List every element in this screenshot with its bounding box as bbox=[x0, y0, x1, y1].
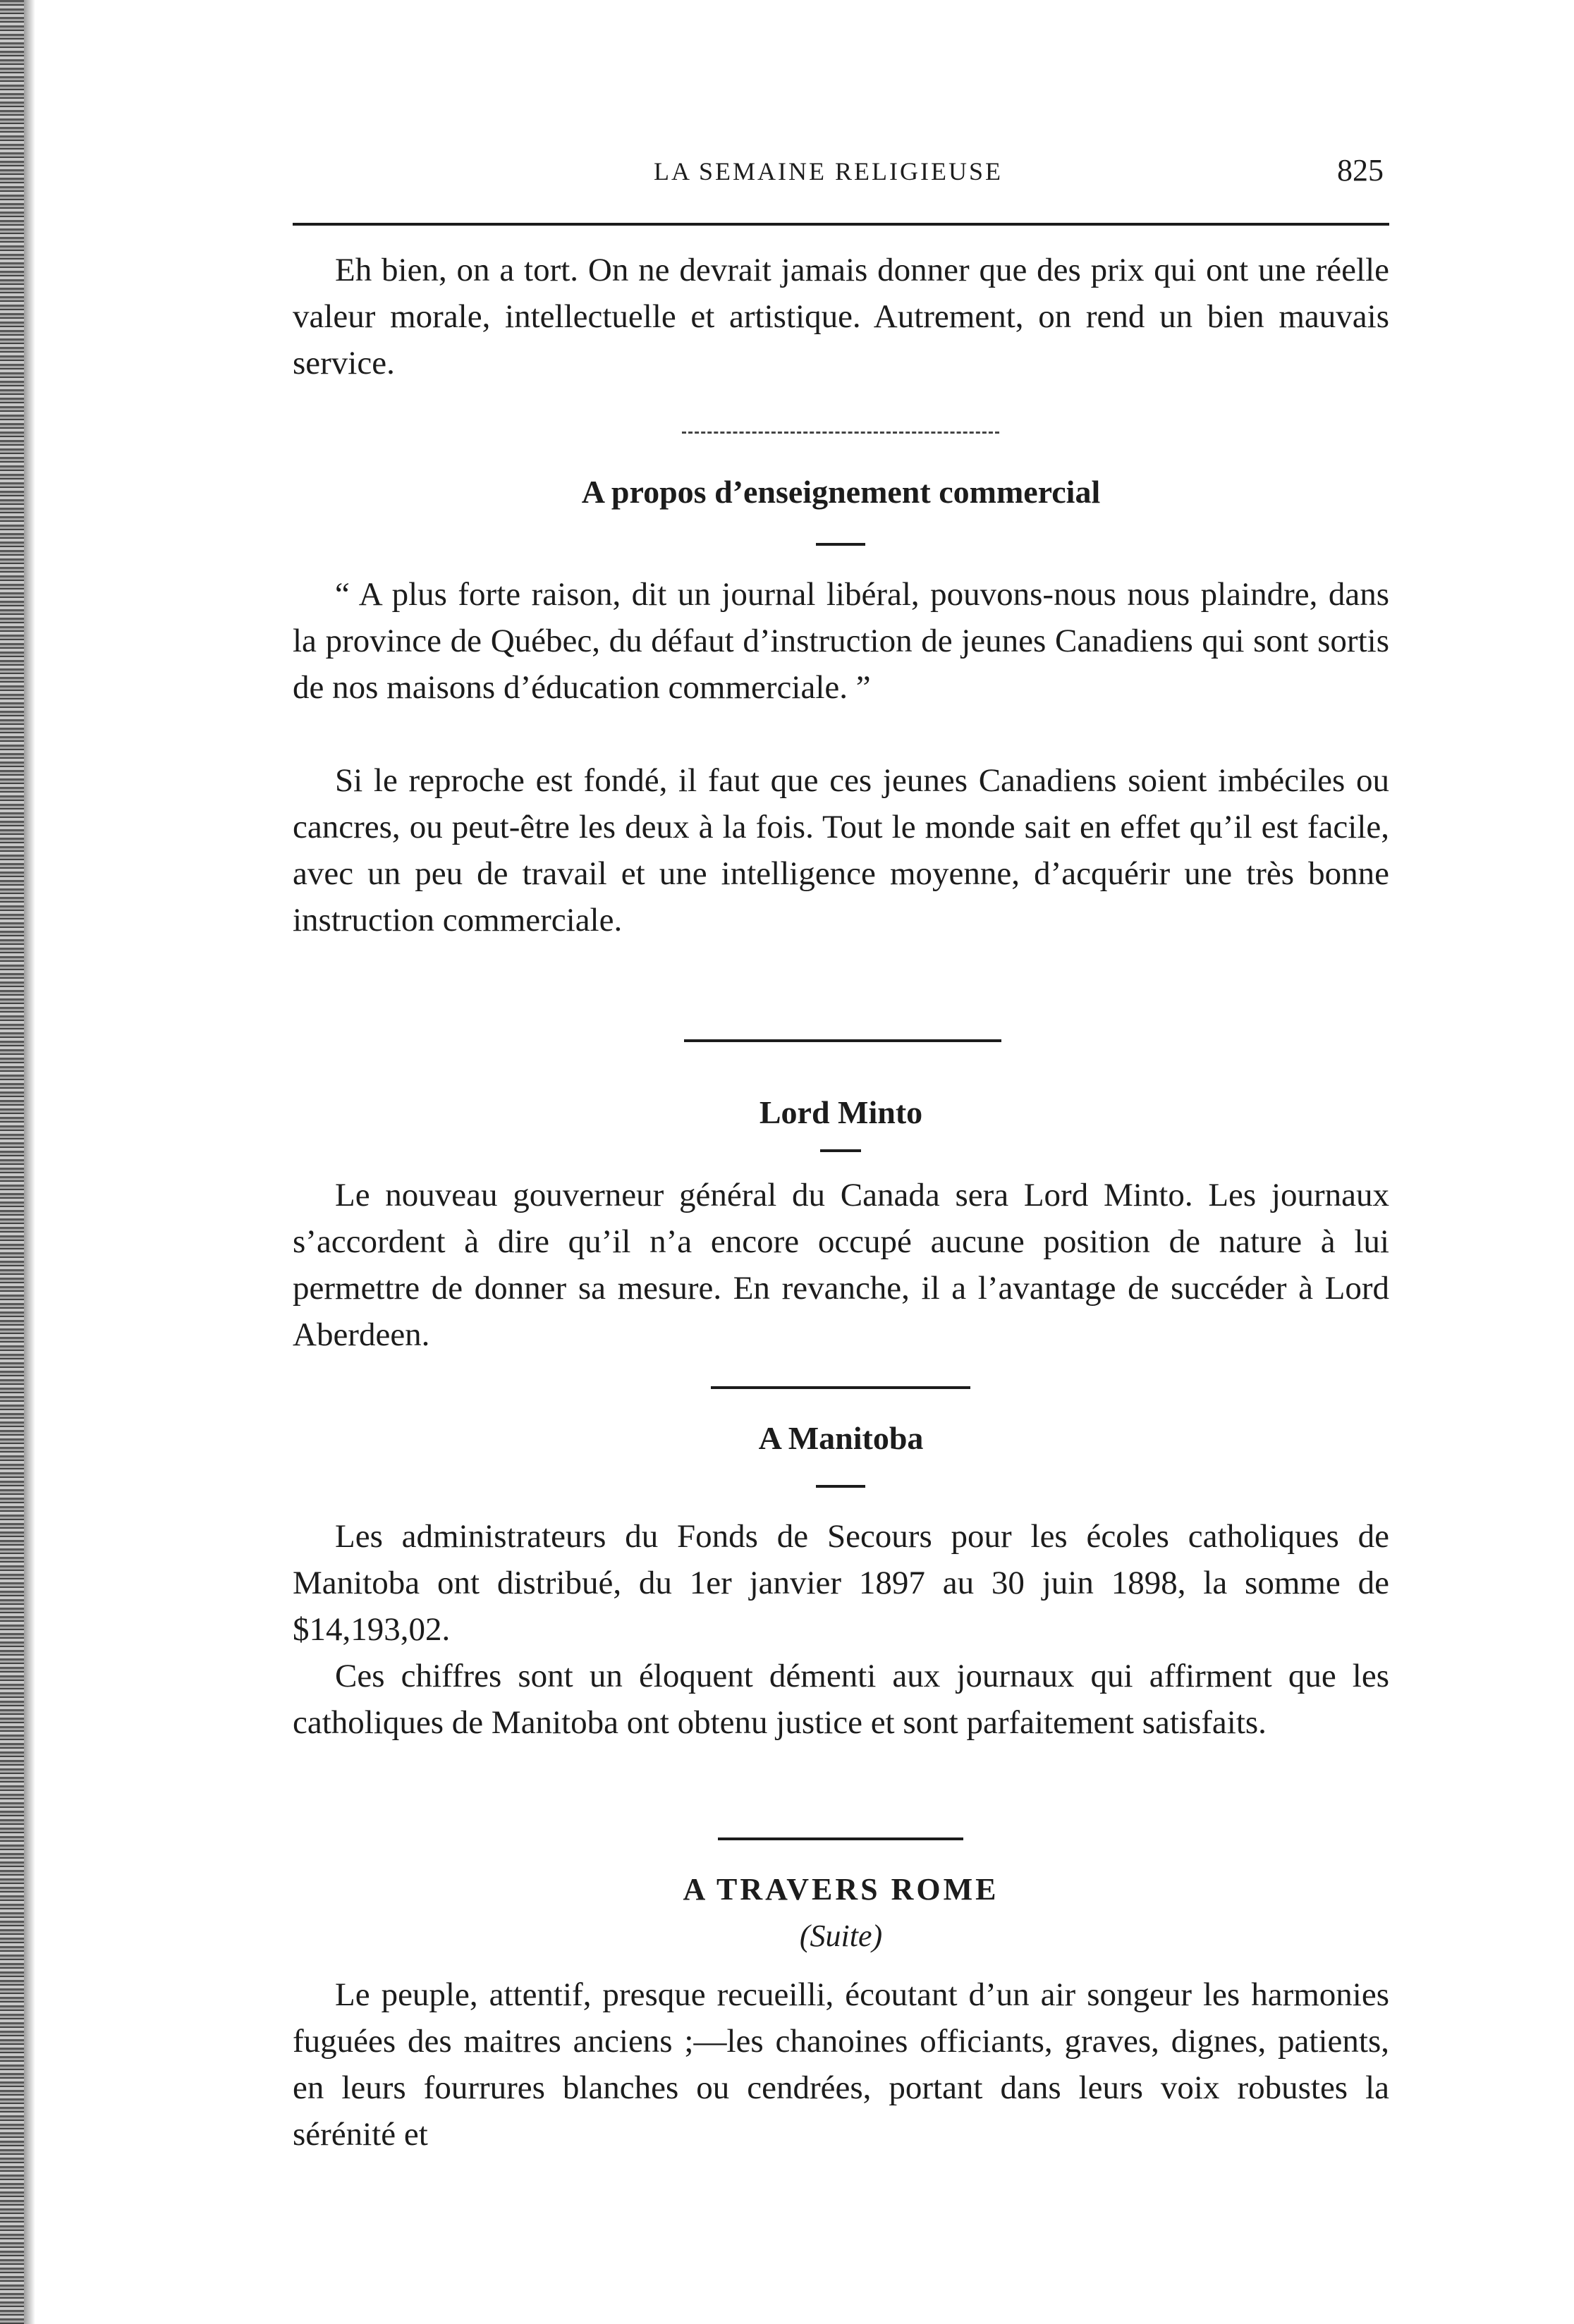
minto-paragraph: Le nouveau gouverneur général du Canada sera Lord Minto. Les journaux s’accordent à dire qu’il n’a encore occupé aucune position de nature à lui permettre de donner sa mesure. En revanche, il a l’avantage de succéder à Lord Aberdeen. bbox=[293, 1177, 1389, 1353]
running-title: LA SEMAINE RELIGIEUSE bbox=[654, 157, 1003, 185]
section-separator bbox=[711, 1386, 970, 1389]
manitoba-paragraph-2: Ces chiffres sont un éloquent démenti aux journaux qui affirment que les catholiques de Manitoba ont obtenu justice et sont parfaitement satisfaits. bbox=[293, 1658, 1389, 1741]
commercial-paragraph-1: “ A plus forte raison, dit un journal libéral, pouvons-nous nous plaindre, dans la province de Québec, du défaut d’instruction de jeunes Canadiens qui sont sortis de nos maisons d’éducation commerciale. ” bbox=[293, 576, 1389, 706]
header-rule bbox=[293, 223, 1389, 226]
section-separator bbox=[682, 432, 999, 434]
section-title-commercial: A propos d’enseignement commercial bbox=[581, 474, 1101, 510]
section-title-manitoba: A Manitoba bbox=[758, 1420, 924, 1456]
running-head bbox=[293, 153, 1389, 199]
section-separator bbox=[718, 1837, 963, 1840]
intro-paragraph: Eh bien, on a tort. On ne devrait jamais donner que des prix qui ont une réelle valeur morale, intellectuelle et artistique. Autrement, on rend un bien mauvais service. bbox=[293, 252, 1389, 381]
rome-paragraph: Le peuple, attentif, presque recueilli, écoutant d’un air songeur les harmonies fuguées des maitres anciens ;—les chanoines officiants, graves, dignes, patients, en leurs fourrures blanches ou cendrées, portant dans leurs voix robustes la sérénité et bbox=[293, 1976, 1389, 2153]
title-dash bbox=[816, 1485, 865, 1488]
title-dash bbox=[816, 543, 865, 546]
section-title-minto: Lord Minto bbox=[759, 1094, 923, 1130]
book-spine-edge bbox=[0, 0, 24, 2324]
section-title-rome: A TRAVERS ROME bbox=[683, 1872, 999, 1907]
section-subtitle-rome: (Suite) bbox=[799, 1919, 883, 1953]
manitoba-paragraph-1: Les administrateurs du Fonds de Secours pour les écoles catholiques de Manitoba ont distribué, du 1er janvier 1897 au 30 juin 1898, la somme de $14,193,02. bbox=[293, 1518, 1389, 1648]
page-number: 825 bbox=[1337, 153, 1384, 188]
section-separator bbox=[684, 1039, 1001, 1042]
spine-shadow bbox=[24, 0, 35, 2324]
commercial-paragraph-2: Si le reproche est fondé, il faut que ces jeunes Canadiens soient imbéciles ou cancres, ou peut-être les deux à la fois. Tout le monde sait en effet qu’il est facile, avec un peu de travail et une intelligence moyenne, d’acquérir une très bonne instruction commerciale. bbox=[293, 762, 1389, 938]
title-dash bbox=[820, 1149, 861, 1152]
